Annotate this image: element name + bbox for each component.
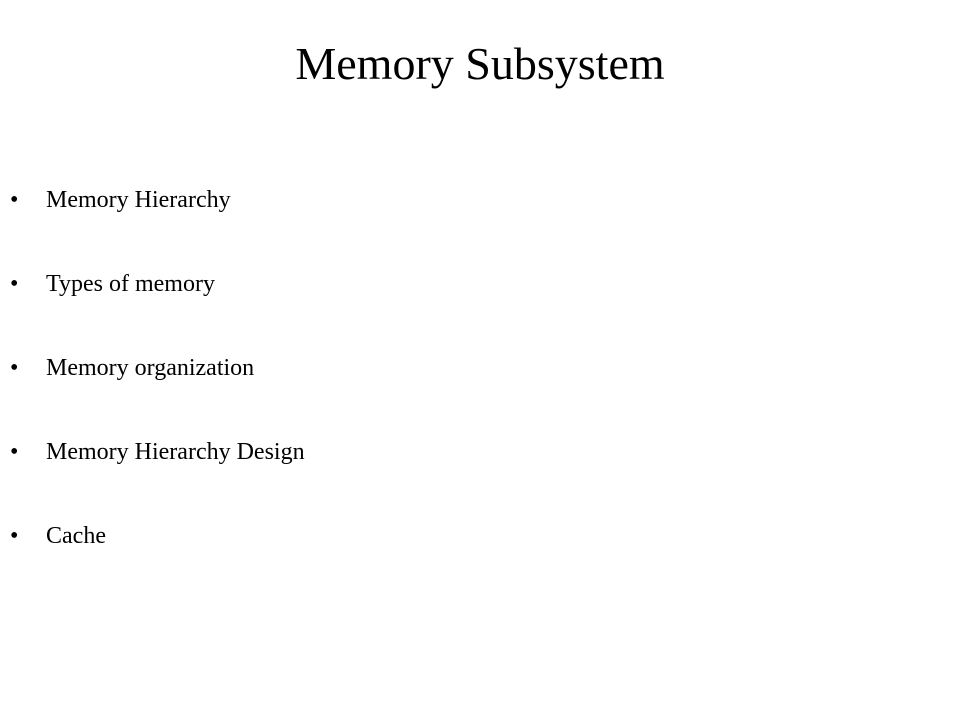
bullet-label-cache: Cache xyxy=(46,523,106,549)
bullet-label-types-of-memory: Types of memory xyxy=(46,271,215,297)
bullet-label-memory-organization: Memory organization xyxy=(46,355,255,381)
bullet-icon: • xyxy=(10,187,19,213)
bullet-label-memory-hierarchy: Memory Hierarchy xyxy=(46,187,231,213)
bullet-label-memory-hierarchy-design: Memory Hierarchy Design xyxy=(46,439,305,465)
bullet-icon: • xyxy=(10,355,19,381)
bullet-icon: • xyxy=(10,271,19,297)
slide-title: Memory Subsystem xyxy=(295,38,665,89)
bullet-icon: • xyxy=(10,523,19,549)
bullet-icon: • xyxy=(10,439,19,465)
